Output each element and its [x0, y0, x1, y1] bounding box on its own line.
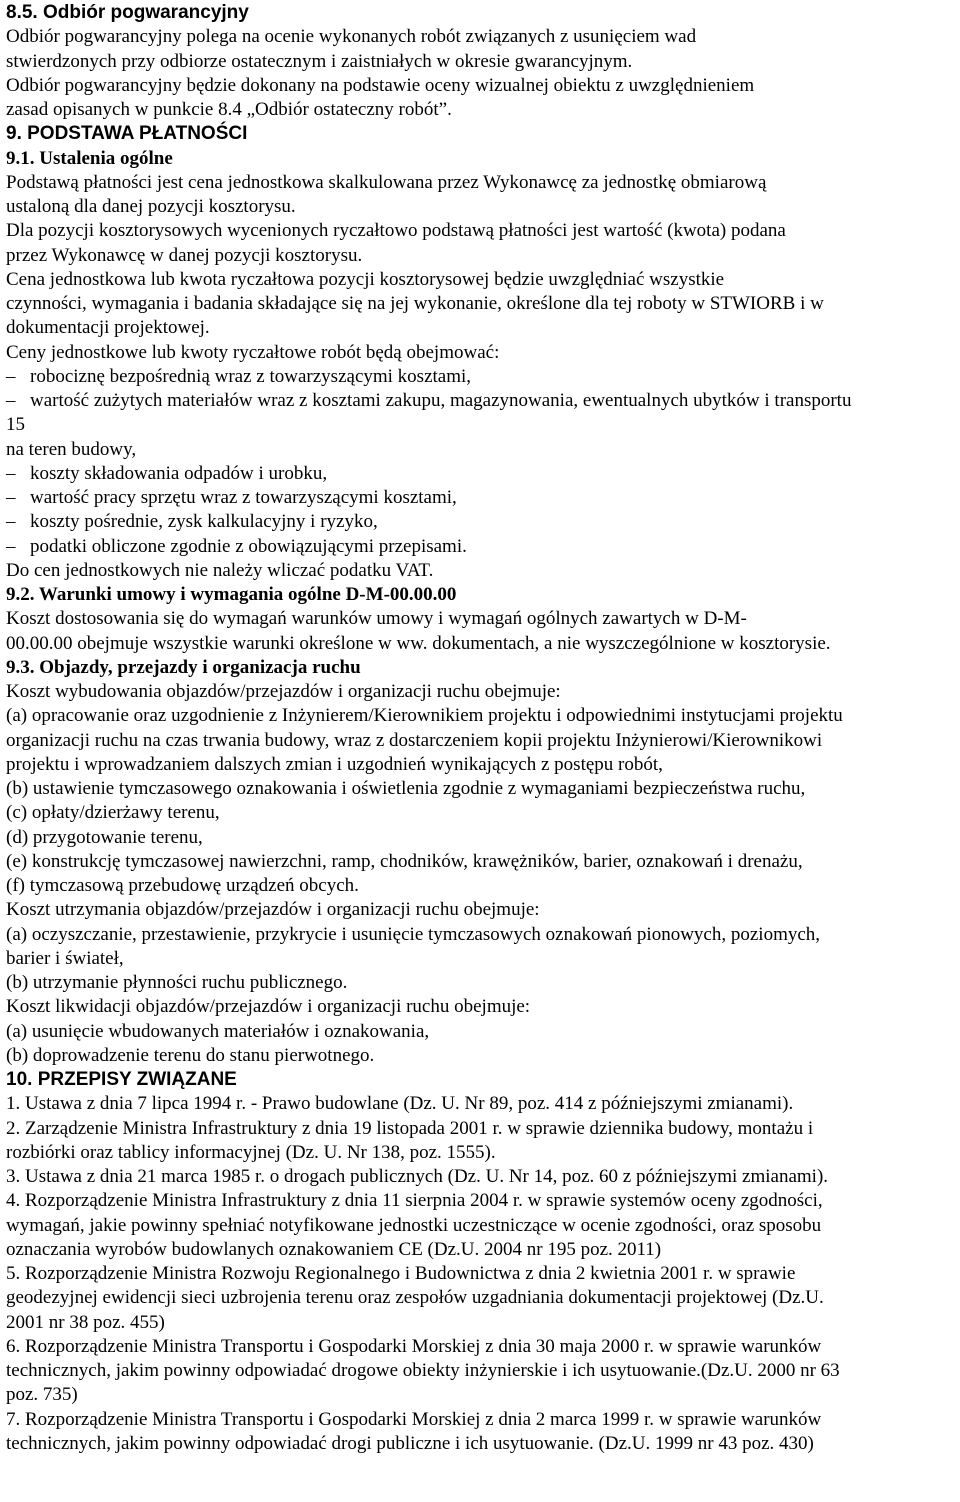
paragraph-line: (e) konstrukcję tymczasowej nawierzchni, ramp, chodników, krawężników, barier, oznakowań i drenażu, [6, 850, 803, 872]
list-item [6, 462, 952, 486]
section-10-heading: 10. PRZEPISY ZWIĄZANE [6, 1069, 237, 1090]
dash-bullet: – [6, 487, 16, 508]
dash-bullet: – [6, 535, 16, 557]
paragraph-line: (c) opłaty/dzierżawy terenu, [6, 802, 220, 824]
paragraph-line: (a) usunięcie wbudowanych materiałów i oznakowania, [6, 1020, 430, 1042]
paragraph-line: ustaloną dla danej pozycji kosztorysu. [6, 196, 296, 217]
paragraph-line: dokumentacji projektowej. [6, 317, 210, 339]
reference-line: 2001 nr 38 poz. 455) [6, 1311, 165, 1333]
paragraph-line: Koszt utrzymania objazdów/przejazdów i organizacji ruchu obejmuje: [6, 899, 540, 921]
reference-line: technicznych, jakim powinny odpowiadać drogowe obiekty inżynierskie i ich usytuowanie.(Dz.U. 2000 nr 63 [6, 1360, 840, 1381]
paragraph-line: Cena jednostkowa lub kwota ryczałtowa pozycji kosztorysowej będzie uwzględniać wszystkie [6, 268, 725, 290]
paragraph-line: (d) przygotowanie terenu, [6, 826, 203, 848]
section-9-heading: 9. PODSTAWA PŁATNOŚCI [6, 123, 248, 145]
paragraph-line: (b) doprowadzenie terenu do stanu pierwotnego. [6, 1044, 375, 1066]
list-item-text: koszty pośrednie, zysk kalkulacyjny i ryzyko, [30, 511, 378, 533]
reference-line: 3. Ustawa z dnia 21 marca 1985 r. o drogach publicznych (Dz. U. Nr 14, poz. 60 z późniejszymi zmianami). [6, 1166, 829, 1187]
list-item-text: robociznę bezpośrednią wraz z towarzyszącymi kosztami, [30, 365, 472, 387]
reference-line: poz. 735) [6, 1384, 78, 1406]
paragraph-line: 00.00.00 obejmuje wszystkie warunki określone w ww. dokumentach, a nie wyszczególnione w kosztorysie. [6, 632, 831, 654]
paragraph-line: Odbiór pogwarancyjny będzie dokonany na podstawie oceny wizualnej obiektu z uwzględnieniem [6, 74, 755, 96]
dash-bullet: – [6, 390, 16, 411]
reference-line: 5. Rozporządzenie Ministra Rozwoju Regionalnego i Budownictwa z dnia 2 kwietnia 2001 r. w sprawie [6, 1263, 796, 1284]
list-item-text: podatki obliczone zgodnie z obowiązującymi przepisami. [30, 535, 467, 557]
paragraph-line: projektu i wprowadzaniem dalszych zmian i uzgodnień wynikających z postępu robót, [6, 753, 663, 775]
section-9-1-heading: 9.1. Ustalenia ogólne [6, 147, 173, 169]
list-item-text: wartość zużytych materiałów wraz z kosztami zakupu, magazynowania, ewentualnych ubytków i transportu [30, 390, 852, 411]
reference-line: 7. Rozporządzenie Ministra Transportu i Gospodarki Morskiej z dnia 2 marca 1999 r. w sprawie warunków [6, 1408, 822, 1430]
list-item [6, 365, 952, 389]
section-9-3-heading: 9.3. Objazdy, przejazdy i organizacja ruchu [6, 656, 361, 678]
list-item-text: wartość pracy sprzętu wraz z towarzyszącymi kosztami, [30, 487, 457, 508]
paragraph-line: Dla pozycji kosztorysowych wycenionych ryczałtowo podstawą płatności jest wartość (kwota) podana [6, 220, 786, 242]
paragraph-line: (a) opracowanie oraz uzgodnienie z Inżynierem/Kierownikiem projektu i odpowiednimi instytucjami projektu [6, 705, 843, 727]
paragraph-line: stwierdzonych przy odbiorze ostatecznym i zaistniałych w okresie gwarancyjnym. [6, 50, 633, 72]
paragraph-line: przez Wykonawcę w danej pozycji kosztorysu. [6, 244, 363, 266]
paragraph-line: Koszt likwidacji objazdów/przejazdów i organizacji ruchu obejmuje: [6, 996, 531, 1018]
dash-bullet: – [6, 511, 16, 533]
paragraph-line: organizacji ruchu na czas trwania budowy, wraz z dostarczeniem kopii projektu Inżynierowi/Kierownikowi [6, 729, 823, 751]
list-item [6, 510, 952, 534]
dash-bullet: – [6, 462, 16, 484]
paragraph-line: Do cen jednostkowych nie należy wliczać podatku VAT. [6, 559, 434, 581]
paragraph-line: (a) oczyszczanie, przestawienie, przykrycie i usunięcie tymczasowych oznakowań pionowych, poziomych, [6, 923, 821, 945]
reference-line: 6. Rozporządzenie Ministra Transportu i Gospodarki Morskiej z dnia 30 maja 2000 r. w sprawie warunków [6, 1335, 822, 1357]
paragraph-line: (b) utrzymanie płynności ruchu publicznego. [6, 972, 348, 993]
dash-bullet: – [6, 365, 16, 387]
section-8-5-heading: 8.5. Odbiór pogwarancyjny [6, 2, 249, 23]
reference-line: 1. Ustawa z dnia 7 lipca 1994 r. - Prawo budowlane (Dz. U. Nr 89, poz. 414 z późniejszymi zmianami). [6, 1093, 794, 1115]
page-number: 15 [6, 414, 25, 436]
paragraph-line: Koszt dostosowania się do wymagań warunków umowy i wymagań ogólnych zawartych w D-M- [6, 608, 747, 630]
reference-line: technicznych, jakim powinny odpowiadać drogi publiczne i ich usytuowanie. (Dz.U. 1999 nr 43 poz. 430) [6, 1432, 814, 1454]
reference-line: rozbiórki oraz tablicy informacyjnej (Dz. U. Nr 138, poz. 1555). [6, 1141, 496, 1163]
reference-line: oznaczania wyrobów budowlanych oznakowaniem CE (Dz.U. 2004 nr 195 poz. 2011) [6, 1238, 662, 1260]
reference-line: wymagań, jakie powinny spełniać notyfikowane jednostki uczestniczące w ocenie zgodności, oraz sposobu [6, 1214, 822, 1236]
paragraph-line: czynności, wymagania i badania składające się na jej wykonanie, określone dla tej roboty w STWIORB i w [6, 293, 824, 314]
reference-line: geodezyjnej ewidencji sieci uzbrojenia terenu oraz zespołów uzgadniania dokumentacji projektowej (Dz.U. [6, 1287, 824, 1309]
list-item [6, 535, 952, 559]
paragraph-line: Koszt wybudowania objazdów/przejazdów i organizacji ruchu obejmuje: [6, 681, 561, 702]
paragraph-line: zasad opisanych w punkcie 8.4 „Odbiór ostateczny robót”. [6, 99, 452, 120]
list-item-continuation: na teren budowy, [6, 438, 137, 460]
list-item [6, 486, 952, 510]
list-item-text: koszty składowania odpadów i urobku, [30, 462, 328, 484]
list-item [6, 389, 952, 413]
reference-line: 2. Zarządzenie Ministra Infrastruktury z dnia 19 listopada 2001 r. w sprawie dziennika budowy, montażu i [6, 1117, 814, 1139]
paragraph-line: Ceny jednostkowe lub kwoty ryczałtowe robót będą obejmować: [6, 341, 500, 363]
paragraph-line: Podstawą płatności jest cena jednostkowa skalkulowana przez Wykonawcę za jednostkę obmiarową [6, 171, 767, 193]
paragraph-line: Odbiór pogwarancyjny polega na ocenie wykonanych robót związanych z usunięciem wad [6, 26, 697, 48]
reference-line: 4. Rozporządzenie Ministra Infrastruktury z dnia 11 sierpnia 2004 r. w sprawie systemów oceny zgodności, [6, 1190, 823, 1212]
section-9-2-heading: 9.2. Warunki umowy i wymagania ogólne D-M-00.00.00 [6, 584, 457, 605]
paragraph-line: (b) ustawienie tymczasowego oznakowania i oświetlenia zgodnie z wymaganiami bezpieczeństwa ruchu, [6, 778, 806, 799]
paragraph-line: barier i świateł, [6, 947, 124, 969]
paragraph-line: (f) tymczasową przebudowę urządzeń obcych. [6, 875, 359, 896]
